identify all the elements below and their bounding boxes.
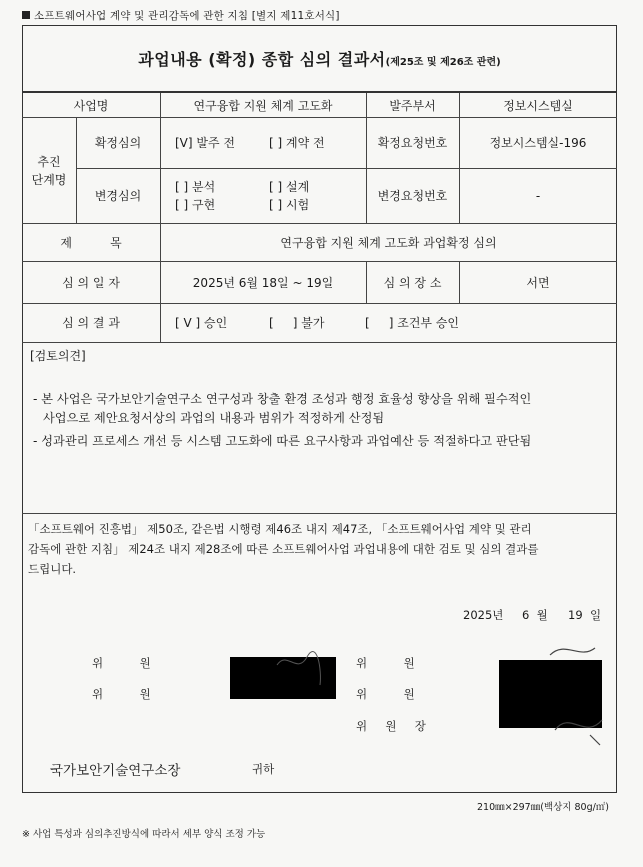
confirm-request-value: 정보시스템실-196 [489, 136, 587, 150]
review-bullet-1-line1: - 본 사업은 국가보안기술연구소 연구성과 창출 환경 조성과 행정 효율성 향상을 위해 필수적인 [33, 392, 532, 406]
member-label: 위 원 [92, 656, 151, 670]
document-title [22, 47, 617, 70]
confirm-option-before-order: [V] 발주 전 [175, 136, 235, 150]
review-bullet-2: - 성과관리 프로세스 개선 등 시스템 고도화에 따른 요구사항과 과업예산 등 적절하다고 판단됨 [33, 434, 532, 448]
title-box [22, 25, 617, 93]
legal-line2: 감독에 관한 지침」 제24조 내지 제28조에 따른 소프트웨어사업 과업내용에 대한 검토 및 심의 결과를 [28, 542, 539, 556]
change-request-value: - [535, 188, 541, 203]
legal-line3: 드립니다. [28, 562, 77, 576]
confirm-label: 확정심의 [94, 136, 142, 150]
doc-date-year: 2025년 [463, 608, 504, 622]
review-heading: [검토의견] [30, 349, 86, 363]
subject-value: 연구융합 지원 체계 고도화 과업확정 심의 [280, 235, 497, 250]
change-option-implementation: [ ] 구현 [175, 198, 216, 212]
signature-scribble [272, 645, 327, 705]
result-option-conditional: [ ] 조건부 승인 [365, 316, 460, 330]
subject-label: 제 목 [60, 235, 122, 250]
review-date-value: 2025년 6월 18일 ~ 19일 [192, 275, 334, 290]
member-label: 위 원 [356, 687, 415, 701]
form-note-text: 소프트웨어사업 계약 및 관리감독에 관한 지침 [별지 제11호서식] [34, 10, 340, 22]
review-place-label: 심 의 장 소 [383, 275, 442, 290]
doc-date-day: 19 일 [568, 608, 602, 622]
change-option-analysis: [ ] 분석 [175, 180, 216, 194]
footer-note: ※ 사업 특성과 심의추진방식에 따라서 세부 양식 조정 가능 [22, 829, 266, 840]
project-value: 연구융합 지원 체계 고도화 [193, 98, 333, 113]
result-option-rejected: [ ] 불가 [269, 316, 325, 330]
change-options-left [175, 178, 215, 214]
chair-label: 위 원 장 [356, 719, 426, 733]
table-line [160, 93, 161, 342]
member-label: 위 원 [92, 687, 151, 701]
review-place-value: 서면 [526, 275, 550, 290]
stage-label-line1: 추진 [37, 155, 61, 169]
change-label: 변경심의 [94, 189, 142, 203]
section-divider [22, 513, 617, 514]
signature-scribble [540, 640, 610, 750]
title-main: 과업내용 (확정) 종합 심의 결과서 [138, 50, 386, 69]
member-label: 위 원 [356, 656, 415, 670]
recipient-org: 국가보안기술연구소장 [50, 763, 181, 779]
recipient-honorific: 귀하 [252, 762, 275, 776]
change-options-right [269, 178, 309, 214]
result-option-approved: [ V ] 승인 [175, 316, 228, 330]
review-result-label: 심 의 결 과 [62, 316, 120, 330]
change-request-label: 변경요청번호 [377, 189, 448, 203]
legal-statement [28, 519, 608, 579]
review-date-label: 심 의 일 자 [62, 275, 120, 290]
project-label: 사업명 [73, 98, 109, 113]
title-ref: (제25조 및 제26조 관련) [385, 57, 501, 68]
change-option-test: [ ] 시험 [269, 198, 310, 212]
dept-label: 발주부서 [389, 98, 436, 113]
legal-line1: 「소프트웨어 진흥법」 제50조, 같은법 시행령 제46조 내지 제47조, 「소프트웨어사업 계약 및 관리 [28, 522, 532, 536]
confirm-request-label: 확정요청번호 [377, 136, 448, 150]
dept-value: 정보시스템실 [503, 98, 573, 113]
confirm-option-before-contract: [ ] 계약 전 [269, 136, 325, 150]
paper-size-note: 210㎜×297㎜(백상지 80g/㎡) [477, 802, 610, 813]
stage-label [22, 153, 76, 189]
stage-label-line2: 단계명 [31, 173, 67, 187]
review-bullet-1 [33, 390, 531, 428]
square-bullet-icon [22, 11, 30, 19]
review-bullet-1-line2: 사업으로 제안요청서상의 과업의 내용과 범위가 적정하게 산정됨 [43, 411, 385, 425]
table-line [22, 342, 617, 343]
form-note [22, 8, 340, 23]
doc-date-month: 6 월 [522, 608, 548, 622]
change-option-design: [ ] 설계 [269, 180, 310, 194]
